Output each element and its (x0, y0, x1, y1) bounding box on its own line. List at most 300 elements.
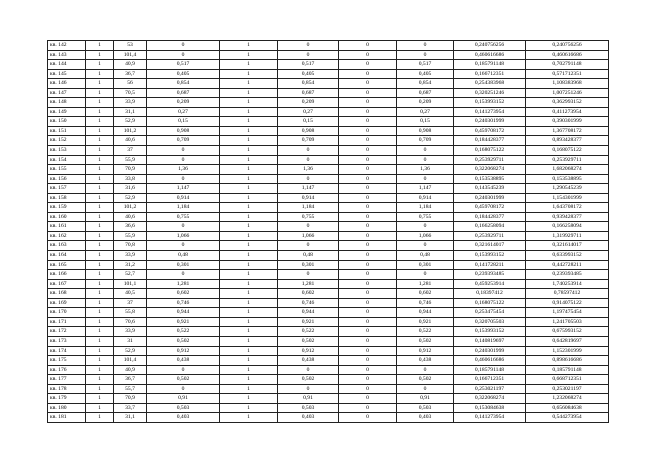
table-cell: 1,147 (147, 184, 220, 194)
table-cell: 0,687 (147, 88, 220, 98)
table-cell: 101,2 (114, 203, 147, 213)
table-row (48, 336, 609, 346)
table-cell: 1 (86, 146, 114, 156)
table-cell: 0,502 (278, 375, 339, 385)
table-cell: 1 (86, 107, 114, 117)
table-cell: 0,15 (278, 117, 339, 127)
table-cell: 0,502 (397, 336, 454, 346)
table-cell: 1 (86, 165, 114, 175)
table-cell: 55,7 (114, 384, 147, 394)
table-cell: 1 (220, 136, 278, 146)
table-cell: 1,281 (397, 279, 454, 289)
table-cell: 55,9 (114, 231, 147, 241)
apartment-number-cell: кв. 153 (48, 146, 86, 156)
table-cell: 1 (220, 270, 278, 280)
table-cell: 0,912 (397, 346, 454, 356)
table-cell: 1,232068274 (526, 394, 609, 404)
table-cell: 0,411273954 (526, 107, 609, 117)
table-cell: 0 (147, 222, 220, 232)
table-cell: 0,166258094 (526, 222, 609, 232)
table-cell: 0 (339, 222, 397, 232)
table-cell: 1,197475454 (526, 308, 609, 318)
table-cell: 0,687 (278, 88, 339, 98)
table-cell: 1,066 (397, 231, 454, 241)
apartment-number-cell: кв. 154 (48, 155, 86, 165)
table-cell: 1 (86, 41, 114, 51)
table-cell: 0 (339, 308, 397, 318)
table-cell: 0,656084638 (526, 403, 609, 413)
table-cell: 0,390301999 (526, 117, 609, 127)
table-row (48, 165, 609, 175)
table-cell: 1 (220, 317, 278, 327)
table-cell: 0,301 (147, 260, 220, 270)
table-cell: 0,944 (278, 308, 339, 318)
table-cell: 0,185791148 (454, 365, 526, 375)
table-cell: 0 (397, 50, 454, 60)
table-cell: 0 (397, 384, 454, 394)
table-cell: 0 (278, 270, 339, 280)
table-cell: 1,36 (397, 165, 454, 175)
table-cell: 1,281 (278, 279, 339, 289)
table-cell: 0,153993152 (454, 251, 526, 261)
table-cell: 0 (339, 298, 397, 308)
table-cell: 0,503 (147, 403, 220, 413)
table-cell: 36,7 (114, 69, 147, 79)
table-cell: 0 (147, 41, 220, 51)
table-cell: 0,253929711 (454, 155, 526, 165)
table-cell: 1 (220, 155, 278, 165)
table-row (48, 270, 609, 280)
table-cell: 0,27 (397, 107, 454, 117)
table-row (48, 241, 609, 251)
table-row (48, 155, 609, 165)
table-row (48, 260, 609, 270)
table-cell: 0,503 (397, 403, 454, 413)
table-cell: 0,403 (147, 413, 220, 423)
table-cell: 1 (220, 346, 278, 356)
table-cell: 0,438 (147, 356, 220, 366)
table-cell: 33,9 (114, 251, 147, 261)
table-cell: 0,240756256 (526, 41, 609, 51)
apartment-number-cell: кв. 142 (48, 41, 86, 51)
table-cell: 0,912 (278, 346, 339, 356)
table-cell: 0,709 (147, 136, 220, 146)
table-row (48, 251, 609, 261)
table-cell: 0 (339, 69, 397, 79)
table-cell: 1 (86, 413, 114, 423)
table-cell: 56 (114, 79, 147, 89)
table-cell: 0,166258094 (454, 222, 526, 232)
table-cell: 0,746 (147, 298, 220, 308)
table-row (48, 279, 609, 289)
table-cell: 0 (339, 356, 397, 366)
table-cell: 0,908 (278, 126, 339, 136)
table-row (48, 394, 609, 404)
table-cell: 0,459708172 (454, 203, 526, 213)
apartment-number-cell: кв. 165 (48, 260, 86, 270)
table-cell: 0,209 (278, 98, 339, 108)
table-cell: 33,8 (114, 174, 147, 184)
table-cell: 1 (86, 251, 114, 261)
table-cell: 1 (220, 50, 278, 60)
table-cell: 40,6 (114, 212, 147, 222)
table-cell: 0,239393485 (526, 270, 609, 280)
table-cell: 0 (339, 241, 397, 251)
table-row (48, 69, 609, 79)
apartment-number-cell: кв. 152 (48, 136, 86, 146)
table-cell: 0,403 (278, 413, 339, 423)
table-cell: 31 (114, 336, 147, 346)
table-cell: 55,8 (114, 308, 147, 318)
table-cell: 0,544273954 (526, 413, 609, 423)
table-cell: 1 (86, 98, 114, 108)
table-cell: 101,1 (114, 279, 147, 289)
table-cell: 70,9 (114, 394, 147, 404)
table-cell: 0 (397, 365, 454, 375)
table-cell: 0,253929711 (526, 155, 609, 165)
apartment-number-cell: кв. 143 (48, 50, 86, 60)
table-cell: 0,48 (147, 251, 220, 261)
table-cell: 1 (86, 317, 114, 327)
table-row (48, 231, 609, 241)
table-cell: 36,7 (114, 375, 147, 385)
table-cell: 0,746 (278, 298, 339, 308)
table-cell: 0 (339, 136, 397, 146)
table-cell: 33,7 (114, 403, 147, 413)
table-cell: 0 (147, 50, 220, 60)
table-cell: 0 (278, 155, 339, 165)
table-cell: 0,908 (397, 126, 454, 136)
apartment-number-cell: кв. 158 (48, 193, 86, 203)
table-cell: 0,184428377 (454, 212, 526, 222)
table-cell: 52,9 (114, 193, 147, 203)
table-cell: 0 (339, 60, 397, 70)
table-cell: 1 (220, 384, 278, 394)
table-cell: 70,6 (114, 317, 147, 327)
table-cell: 1 (86, 117, 114, 127)
table-cell: 1,147 (278, 184, 339, 194)
table-cell: 1,281 (147, 279, 220, 289)
table-cell: 0,320251246 (454, 88, 526, 98)
table-row (48, 375, 609, 385)
table-cell: 1 (86, 384, 114, 394)
table-cell: 1 (86, 327, 114, 337)
table-row (48, 365, 609, 375)
table-cell: 1 (86, 270, 114, 280)
table-cell: 1 (220, 184, 278, 194)
table-cell: 52,9 (114, 117, 147, 127)
table-cell: 1 (86, 375, 114, 385)
table-cell: 101,2 (114, 126, 147, 136)
apartment-number-cell: кв. 166 (48, 270, 86, 280)
table-cell: 0,15 (147, 117, 220, 127)
table-cell: 0 (397, 270, 454, 280)
table-cell: 1,066 (147, 231, 220, 241)
table-cell: 1 (86, 88, 114, 98)
table-cell: 0 (339, 41, 397, 51)
table-row (48, 41, 609, 51)
table-cell: 0 (339, 193, 397, 203)
table-cell: 0,522 (278, 327, 339, 337)
table-cell: 0 (339, 365, 397, 375)
table-row (48, 136, 609, 146)
table-cell: 1 (220, 79, 278, 89)
table-cell: 0,141273954 (454, 413, 526, 423)
table-cell: 40,9 (114, 365, 147, 375)
table-cell: 1 (220, 41, 278, 51)
apartment-number-cell: кв. 159 (48, 203, 86, 213)
table-cell: 0,18397412 (454, 289, 526, 299)
table-cell: 0 (339, 279, 397, 289)
apartment-number-cell: кв. 176 (48, 365, 86, 375)
table-cell: 0,405 (147, 69, 220, 79)
table-cell: 1 (86, 155, 114, 165)
table-cell: 1 (220, 279, 278, 289)
table-cell: 0,153538895 (454, 174, 526, 184)
table-cell: 0 (339, 394, 397, 404)
table-cell: 0,687 (397, 88, 454, 98)
table-cell: 0,153993152 (454, 327, 526, 337)
table-cell: 0,944 (147, 308, 220, 318)
table-cell: 0 (147, 270, 220, 280)
apartment-number-cell: кв. 164 (48, 251, 86, 261)
table-row (48, 79, 609, 89)
apartment-number-cell: кв. 149 (48, 107, 86, 117)
apartment-number-cell: кв. 177 (48, 375, 86, 385)
table-cell: 0 (339, 260, 397, 270)
table-cell: 0,240301999 (454, 193, 526, 203)
table-cell: 0,253475454 (454, 308, 526, 318)
table-cell: 0,27 (278, 107, 339, 117)
table-cell: 0,709 (397, 136, 454, 146)
table-row (48, 146, 609, 156)
table-cell: 0,239393485 (454, 270, 526, 280)
table-cell: 0 (339, 231, 397, 241)
table-cell: 37 (114, 298, 147, 308)
table-cell: 0,184428377 (454, 136, 526, 146)
table-cell: 0,908 (147, 126, 220, 136)
table-row (48, 356, 609, 366)
table-cell: 1 (220, 394, 278, 404)
table-cell: 0,921 (397, 317, 454, 327)
table-row (48, 98, 609, 108)
table-cell: 0,253021197 (454, 384, 526, 394)
table-cell: 0,240301999 (454, 117, 526, 127)
table-cell: 1,36 (278, 165, 339, 175)
table-cell: 1 (220, 356, 278, 366)
table-cell: 1 (220, 126, 278, 136)
table-cell: 0,668712351 (526, 375, 609, 385)
table-cell: 0 (397, 41, 454, 51)
table-cell: 101,4 (114, 356, 147, 366)
table-cell: 0 (278, 365, 339, 375)
table-cell: 0 (339, 384, 397, 394)
apartment-number-cell: кв. 151 (48, 126, 86, 136)
table-cell: 1 (220, 241, 278, 251)
table-cell: 1,066 (278, 231, 339, 241)
table-row (48, 413, 609, 423)
table-cell: 0,168075122 (526, 146, 609, 156)
table-cell: 0 (397, 222, 454, 232)
table-cell: 1 (86, 346, 114, 356)
table-cell: 40,9 (114, 60, 147, 70)
table-cell: 0,240756256 (454, 41, 526, 51)
table-row (48, 308, 609, 318)
table-cell: 0,459708172 (454, 126, 526, 136)
table-cell: 0,140819697 (454, 336, 526, 346)
table-cell: 0,362993152 (526, 98, 609, 108)
apartment-number-cell: кв. 169 (48, 298, 86, 308)
table-cell: 0,460616686 (526, 50, 609, 60)
apartment-number-cell: кв. 171 (48, 317, 86, 327)
table-cell: 0 (278, 41, 339, 51)
table-cell: 1,241705503 (526, 317, 609, 327)
table-cell: 0,91 (397, 394, 454, 404)
table-cell: 1 (86, 403, 114, 413)
table-cell: 0 (339, 375, 397, 385)
table-cell: 1 (86, 279, 114, 289)
table-cell: 36,6 (114, 222, 147, 232)
table-cell: 0,602 (147, 289, 220, 299)
table-cell: 53 (114, 41, 147, 51)
table-cell: 1 (86, 308, 114, 318)
table-cell: 1,152301999 (526, 346, 609, 356)
table-cell: 1 (220, 327, 278, 337)
apartment-number-cell: кв. 146 (48, 79, 86, 89)
table-cell: 0,921 (147, 317, 220, 327)
table-row (48, 222, 609, 232)
table-cell: 0 (397, 174, 454, 184)
table-cell: 0,502 (397, 375, 454, 385)
table-cell: 0 (147, 174, 220, 184)
table-cell: 0,91 (147, 394, 220, 404)
table-cell: 0,602 (397, 289, 454, 299)
table-cell: 1 (220, 174, 278, 184)
table-cell: 1 (86, 260, 114, 270)
apartment-number-cell: кв. 145 (48, 69, 86, 79)
table-cell: 1 (86, 60, 114, 70)
table-cell: 0,702791148 (526, 60, 609, 70)
table-cell: 40,5 (114, 289, 147, 299)
table-cell: 0,517 (147, 60, 220, 70)
table-cell: 1 (86, 184, 114, 194)
table-cell: 0 (339, 317, 397, 327)
table-cell: 0,185791148 (454, 60, 526, 70)
table-cell: 0,914 (397, 193, 454, 203)
table-cell: 0,939428377 (526, 212, 609, 222)
table-cell: 0 (147, 384, 220, 394)
table-cell: 0 (339, 413, 397, 423)
table-cell: 1 (220, 289, 278, 299)
table-cell: 1 (220, 375, 278, 385)
table-cell: 0,153993152 (454, 98, 526, 108)
table-cell: 1 (86, 289, 114, 299)
table-row (48, 403, 609, 413)
table-row (48, 193, 609, 203)
table-cell: 31,6 (114, 184, 147, 194)
table-cell: 0 (339, 336, 397, 346)
table-cell: 0 (278, 241, 339, 251)
table-cell: 1 (86, 222, 114, 232)
table-cell: 0 (278, 384, 339, 394)
table-cell: 0,914 (278, 193, 339, 203)
table-cell: 1 (220, 98, 278, 108)
table-cell: 1,184 (278, 203, 339, 213)
table-cell: 1 (86, 212, 114, 222)
table-cell: 0 (278, 50, 339, 60)
table-cell: 1 (220, 203, 278, 213)
table-cell: 1,682068274 (526, 165, 609, 175)
apartment-number-cell: кв. 173 (48, 336, 86, 346)
table-cell: 0,48 (397, 251, 454, 261)
table-cell: 33,9 (114, 327, 147, 337)
table-cell: 0,168075122 (454, 298, 526, 308)
table-cell: 0,209 (397, 98, 454, 108)
apartment-number-cell: кв. 181 (48, 413, 86, 423)
table-cell: 1 (86, 50, 114, 60)
apartment-number-cell: кв. 161 (48, 222, 86, 232)
table-cell: 0,502 (278, 336, 339, 346)
table-cell: 1,184 (147, 203, 220, 213)
table-cell: 0,153538895 (526, 174, 609, 184)
table-cell: 1 (86, 136, 114, 146)
apartment-number-cell: кв. 163 (48, 241, 86, 251)
table-row (48, 50, 609, 60)
table-cell: 0 (147, 146, 220, 156)
table-cell: 1,643708172 (526, 203, 609, 213)
table-cell: 0,944 (397, 308, 454, 318)
apartment-number-cell: кв. 174 (48, 346, 86, 356)
table-cell: 0 (339, 174, 397, 184)
table-cell: 0,746 (397, 298, 454, 308)
table-cell: 0 (339, 79, 397, 89)
table-cell: 0,709 (278, 136, 339, 146)
table-cell: 0,143545239 (454, 184, 526, 194)
table-cell: 0,755 (147, 212, 220, 222)
table-cell: 1 (220, 212, 278, 222)
table-cell: 1 (220, 260, 278, 270)
table-row (48, 60, 609, 70)
table-cell: 0 (278, 146, 339, 156)
table-cell: 1,007251246 (526, 88, 609, 98)
table-cell: 0,27 (147, 107, 220, 117)
table-cell: 0 (339, 212, 397, 222)
table-cell: 0,141273954 (454, 107, 526, 117)
table-cell: 0,253929711 (454, 231, 526, 241)
table-cell: 0,185791148 (526, 365, 609, 375)
table-cell: 1 (220, 365, 278, 375)
apartment-number-cell: кв. 180 (48, 403, 86, 413)
apartment-number-cell: кв. 150 (48, 117, 86, 127)
table-cell: 0 (147, 155, 220, 165)
table-cell: 0 (339, 184, 397, 194)
table-cell: 0,854 (147, 79, 220, 89)
table-body (48, 41, 609, 423)
table-cell: 1,108383968 (526, 79, 609, 89)
table-cell: 1 (220, 117, 278, 127)
table-cell: 31,2 (114, 260, 147, 270)
table-row (48, 203, 609, 213)
table-cell: 0,459253914 (454, 279, 526, 289)
table-row (48, 88, 609, 98)
table-cell: 70,9 (114, 165, 147, 175)
table-cell: 0,438 (397, 356, 454, 366)
table-cell: 0 (339, 346, 397, 356)
table-cell: 1,319929711 (526, 231, 609, 241)
table-cell: 0,912 (147, 346, 220, 356)
table-cell: 1 (220, 165, 278, 175)
table-cell: 0,522 (397, 327, 454, 337)
